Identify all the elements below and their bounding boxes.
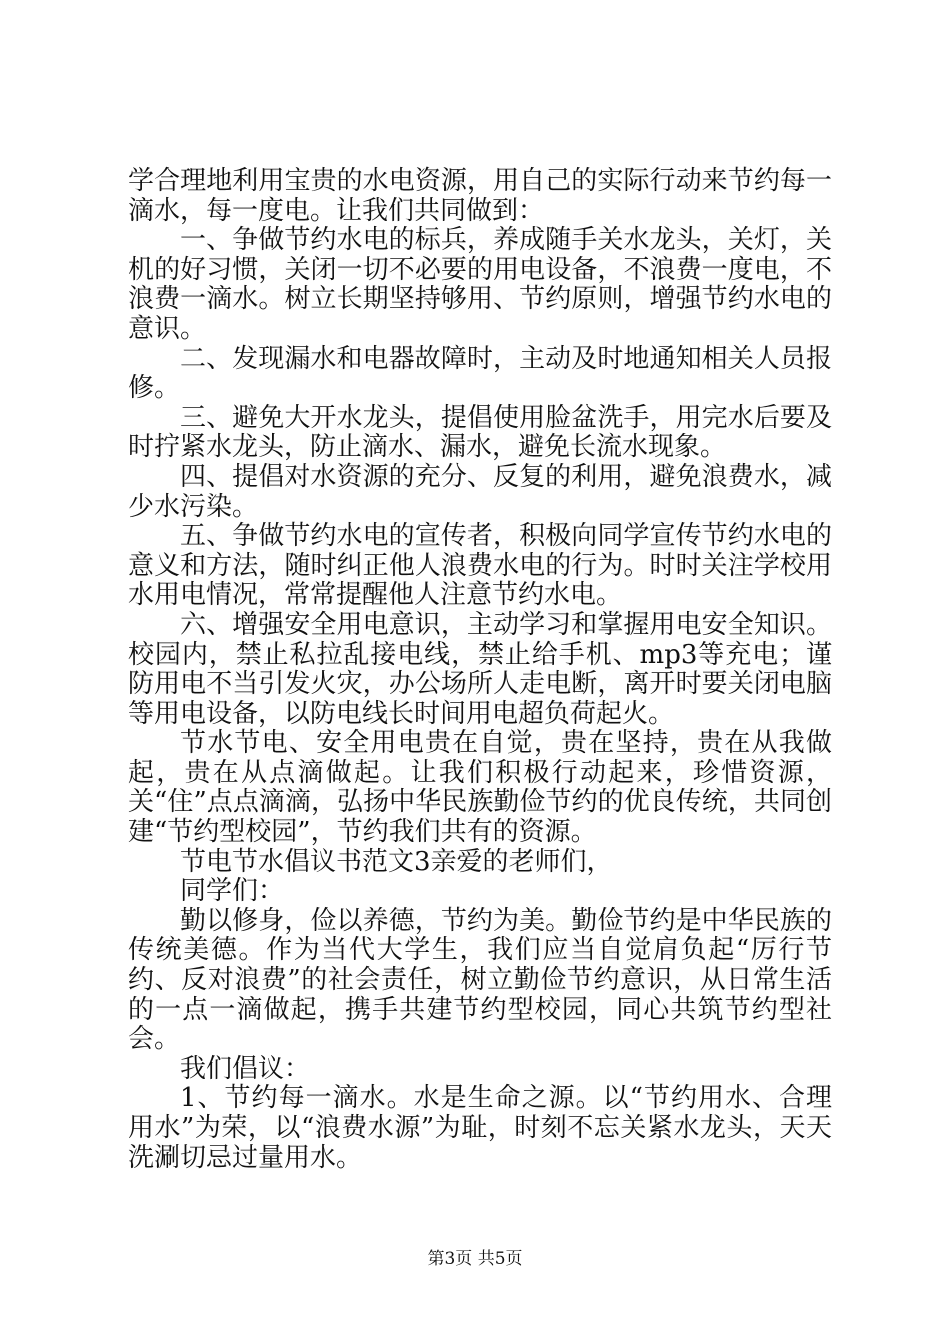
paragraph-8: 节水节电、安全用电贵在自觉，贵在坚持，贵在从我做起，贵在从点滴做起。让我们积极行动起来，珍惜资源，关“住”点点滴滴，弘扬中华民族勤俭节约的优良传统，共同创建“节约型校园”，节约我们共有的资源。 [128,728,832,848]
document-body [128,167,832,1173]
paragraph-6: 五、争做节约水电的宣传者，积极向同学宣传节约水电的意义和方法，随时纠正他人浪费水电的行为。时时关注学校用水用电情况，常常提醒他人注意节约水电。 [128,521,832,611]
paragraph-13: 1、节约每一滴水。水是生命之源。以“节约用水、合理用水”为荣，以“浪费水源”为耻，时刻不忘关紧水龙头，天天洗涮切忌过量用水。 [128,1083,832,1173]
paragraph-9: 节电节水倡议书范文3亲爱的老师们， [180,846,613,877]
paragraph-10: 同学们： [180,876,285,907]
paragraph-7: 六、增强安全用电意识，主动学习和掌握用电安全知识。校园内，禁止私拉乱接电线，禁止给手机、mp3等充电；谨防用电不当引发火灾，办公场所人走电断，离开时要关闭电脑等用电设备，以防电线长时间用电超负荷起火。 [128,609,832,729]
paragraph-11: 勤以修身，俭以养德，节约为美。勤俭节约是中华民族的传统美德。作为当代大学生，我们应当自觉肩负起“厉行节约、反对浪费”的社会责任，树立勤俭节约意识，从日常生活的一点一滴做起，携手共建节约型校园，同心共筑节约型社会。 [128,905,832,1055]
paragraph-2: 一、争做节约水电的标兵，养成随手关水龙头，关灯，关机的好习惯，关闭一切不必要的用电设备，不浪费一度电，不浪费一滴水。树立长期坚持够用、节约原则，增强节约水电的意识。 [128,225,832,344]
paragraph-3: 二、发现漏水和电器故障时，主动及时地通知相关人员报修。 [128,343,832,404]
paragraph-12: 我们倡议： [180,1053,311,1084]
paragraph-1: 学合理地利用宝贵的水电资源，用自己的实际行动来节约每一滴水，每一度电。让我们共同做到： [128,166,832,226]
paragraph-4: 三、避免大开水龙头，提倡使用脸盆洗手，用完水后要及时拧紧水龙头，防止滴水、漏水，避免长流水现象。 [128,402,832,463]
paragraph-5: 四、提倡对水资源的充分、反复的利用，避免浪费水，减少水污染。 [128,461,832,522]
page-number-footer: 第3页 共5页 [427,1249,523,1269]
